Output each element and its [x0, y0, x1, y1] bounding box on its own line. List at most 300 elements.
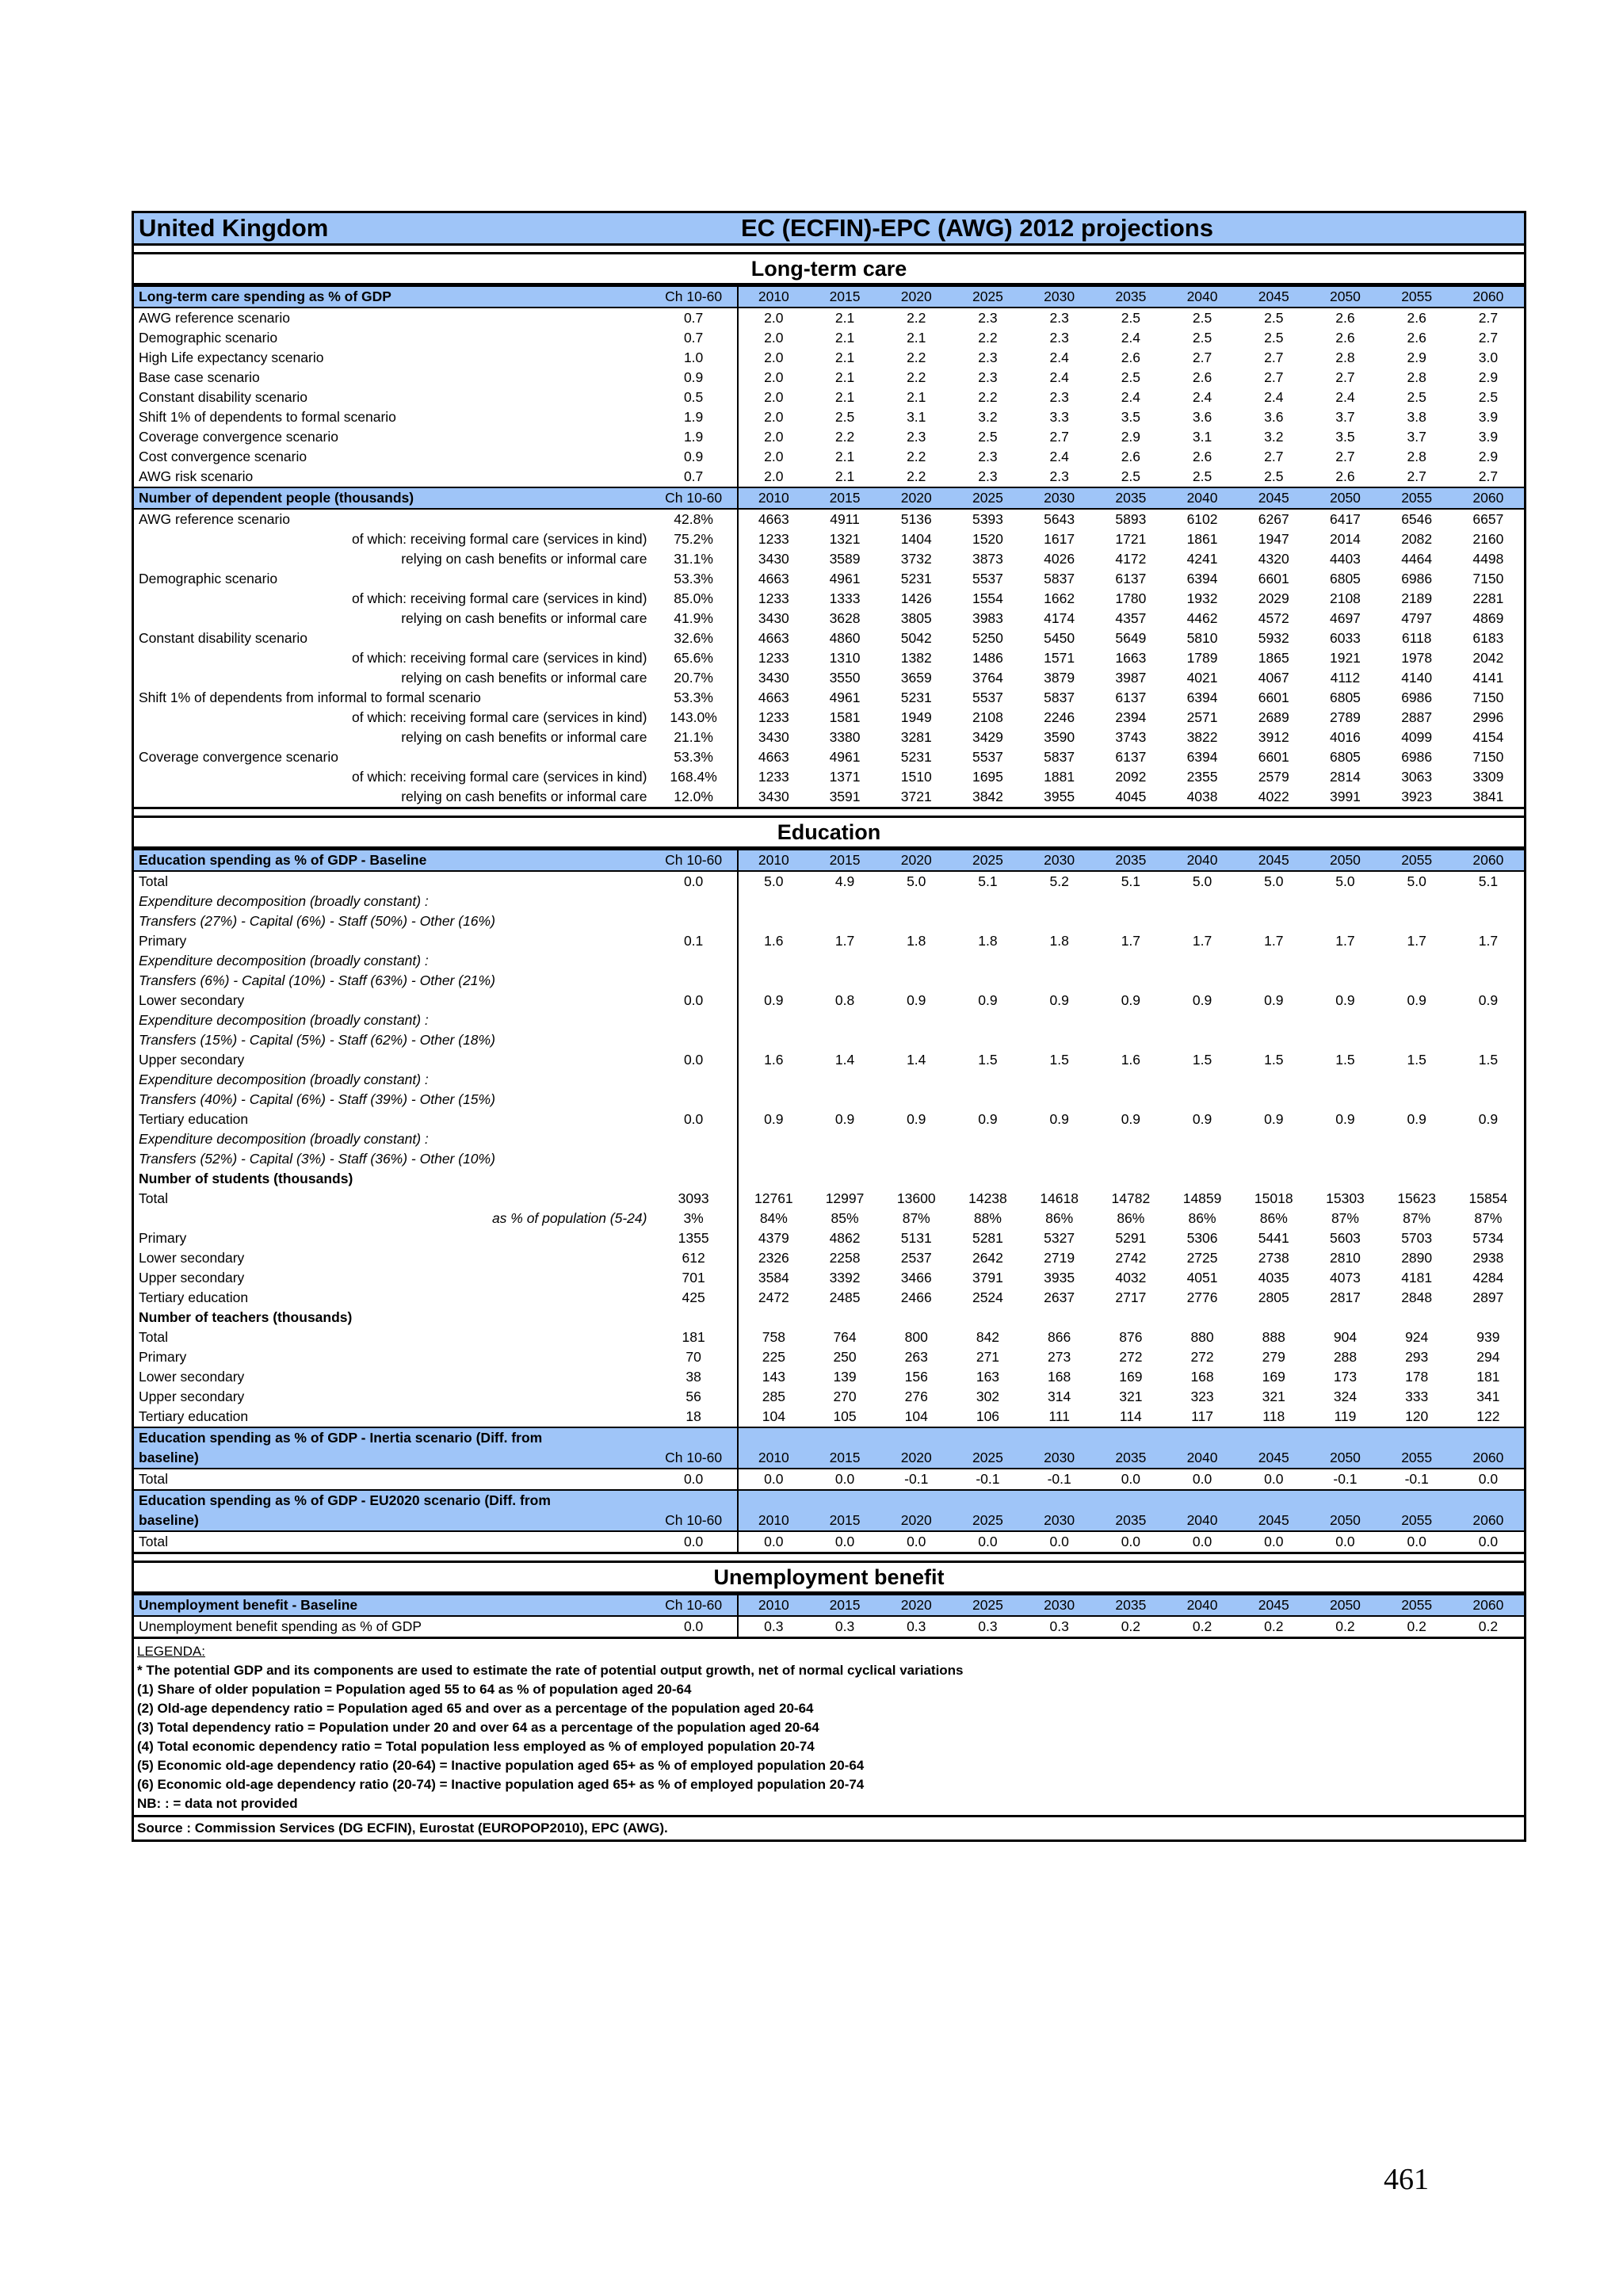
- row-change: [650, 1308, 737, 1328]
- table-row: [134, 388, 1524, 407]
- year-header: 2020: [880, 487, 952, 509]
- table-row: [134, 1469, 1524, 1490]
- header-label: Unemployment benefit - Baseline: [134, 1595, 650, 1616]
- row-change: [650, 1129, 737, 1149]
- row-value: 4174: [1044, 610, 1075, 626]
- header-change-blank: [650, 1427, 737, 1448]
- table-row: [134, 467, 1524, 487]
- row-value: 0.0: [1453, 1469, 1524, 1490]
- row-value: 6986: [1401, 749, 1433, 765]
- row-value: 0.9: [1335, 1111, 1355, 1127]
- row-label: AWG reference scenario: [139, 310, 290, 326]
- row-value: 2.3: [1049, 310, 1069, 326]
- row-value: 1949: [900, 709, 932, 725]
- year-header: 2045: [1238, 850, 1309, 871]
- year-header: 2040: [1167, 1448, 1238, 1469]
- row-value: 0.0: [1167, 1469, 1238, 1490]
- row-value: 0.3: [834, 1618, 855, 1634]
- table-row: [134, 728, 1524, 747]
- row-value: [809, 911, 880, 931]
- row-change: 0.9: [650, 368, 737, 388]
- row-value: 5231: [900, 690, 932, 705]
- row-value: 0.0: [809, 1469, 880, 1490]
- row-value: [1381, 1149, 1453, 1169]
- row-value: [1453, 1149, 1524, 1169]
- row-value: [880, 1010, 952, 1030]
- row-value: [1309, 1129, 1381, 1149]
- row-label: Expenditure decomposition (broadly constant) :: [139, 953, 429, 968]
- table-row: [134, 787, 1524, 807]
- row-value: 1310: [829, 650, 861, 666]
- table-row: [134, 1169, 1524, 1189]
- year-header-blank: [1095, 1427, 1167, 1448]
- row-label: AWG reference scenario: [139, 511, 290, 527]
- row-value: 5.2: [1049, 873, 1069, 889]
- row-value: 4961: [829, 571, 861, 586]
- row-value: 1.7: [834, 933, 855, 949]
- row-value: 104: [762, 1408, 785, 1424]
- row-change: [650, 1030, 737, 1050]
- table-row: [134, 951, 1524, 971]
- row-value: 1.5: [978, 1052, 998, 1068]
- row-value: 2472: [758, 1289, 789, 1305]
- row-value: 5932: [1258, 630, 1289, 646]
- page-number: 461: [1384, 2163, 1429, 2196]
- row-value: 15018: [1254, 1190, 1293, 1206]
- row-value: 2.7: [1478, 310, 1499, 326]
- row-change: 56: [650, 1387, 737, 1407]
- year-header: 2055: [1381, 850, 1453, 871]
- row-value: [1238, 1129, 1309, 1149]
- table-row: [134, 1387, 1524, 1407]
- row-value: 2.2: [907, 310, 926, 326]
- row-value: 4181: [1401, 1270, 1433, 1286]
- row-value: 3.9: [1478, 409, 1499, 425]
- row-label: Lower secondary: [139, 1369, 245, 1385]
- row-value: 0.3: [1049, 1618, 1069, 1634]
- row-value: 2.5: [1264, 330, 1284, 346]
- row-change: 425: [650, 1288, 737, 1308]
- row-value: 2717: [1115, 1289, 1147, 1305]
- row-value: 6546: [1401, 511, 1433, 527]
- row-value: 6601: [1258, 571, 1289, 586]
- row-value: 2485: [829, 1289, 861, 1305]
- row-value: [952, 1129, 1023, 1149]
- row-value: 0.0: [738, 1469, 809, 1490]
- header-change: Ch 10-60: [650, 1448, 737, 1469]
- table-row: [134, 1149, 1524, 1169]
- year-header: 2020: [880, 1595, 952, 1616]
- row-value: 6805: [1329, 690, 1361, 705]
- row-value: [880, 1129, 952, 1149]
- year-header: 2040: [1167, 1511, 1238, 1531]
- row-value: 294: [1476, 1349, 1500, 1365]
- row-value: [880, 1070, 952, 1090]
- year-header: 2025: [952, 1511, 1023, 1531]
- row-value: 1233: [758, 531, 789, 547]
- row-value: 3.5: [1335, 429, 1355, 445]
- row-value: 168: [1190, 1369, 1214, 1385]
- row-value: 876: [1119, 1329, 1143, 1345]
- row-value: 4241: [1186, 551, 1218, 567]
- table-row: [134, 648, 1524, 668]
- year-header: 2035: [1095, 850, 1167, 871]
- row-value: 1.5: [1478, 1052, 1499, 1068]
- country-title: United Kingdom: [139, 214, 329, 242]
- row-value: 1520: [972, 531, 1003, 547]
- row-value: [1167, 1030, 1238, 1050]
- row-label: relying on cash benefits or informal care: [401, 729, 647, 745]
- row-value: 2.1: [834, 310, 855, 326]
- row-value: [1381, 971, 1453, 991]
- row-value: 1.7: [1264, 933, 1284, 949]
- row-value: 0.0: [1121, 1534, 1141, 1549]
- row-change: 53.3%: [650, 747, 737, 767]
- row-value: 2.5: [1192, 310, 1212, 326]
- year-header: 2045: [1238, 1595, 1309, 1616]
- table-row: [134, 931, 1524, 951]
- row-value: [809, 1129, 880, 1149]
- row-value: 758: [762, 1329, 785, 1345]
- row-value: 2.7: [1192, 350, 1212, 365]
- row-value: 4140: [1401, 670, 1433, 686]
- row-value: 1.7: [1478, 933, 1499, 949]
- row-value: 2092: [1115, 769, 1147, 785]
- row-value: 324: [1333, 1389, 1358, 1404]
- row-label: Upper secondary: [139, 1389, 245, 1404]
- table-row: [134, 1050, 1524, 1070]
- row-value: 2637: [1044, 1289, 1075, 1305]
- row-value: 2897: [1472, 1289, 1504, 1305]
- row-value: 2394: [1115, 709, 1147, 725]
- row-value: 0.9: [978, 992, 998, 1008]
- row-label: relying on cash benefits or informal care: [401, 789, 647, 804]
- row-value: 2738: [1258, 1250, 1289, 1266]
- legend-line: NB: : = data not provided: [137, 1796, 298, 1811]
- row-change: 3%: [650, 1209, 737, 1228]
- row-change: 168.4%: [650, 767, 737, 787]
- row-value: 7150: [1472, 690, 1504, 705]
- row-value: 6394: [1186, 749, 1218, 765]
- row-value: 169: [1119, 1369, 1143, 1385]
- row-value: 0.9: [1121, 992, 1141, 1008]
- table-row: [134, 1070, 1524, 1090]
- row-value: [1309, 892, 1381, 911]
- row-value: 1.4: [907, 1052, 926, 1068]
- row-value: 2.1: [834, 468, 855, 484]
- row-value: 5.0: [907, 873, 926, 889]
- row-value: [952, 971, 1023, 991]
- row-label: Total: [139, 1190, 168, 1206]
- row-change: 32.6%: [650, 628, 737, 648]
- row-label: Shift 1% of dependents to formal scenario: [139, 409, 396, 425]
- row-value: 4663: [758, 690, 789, 705]
- row-value: 2.7: [1335, 369, 1355, 385]
- row-value: [1453, 1090, 1524, 1110]
- row-label: of which: receiving formal care (services in kind): [351, 590, 647, 606]
- row-value: 2.5: [1121, 369, 1141, 385]
- row-value: 6102: [1186, 511, 1218, 527]
- row-value: [952, 1149, 1023, 1169]
- row-value: 3805: [900, 610, 932, 626]
- row-value: [952, 1090, 1023, 1110]
- row-value: 2.5: [1264, 468, 1284, 484]
- year-header: 2050: [1309, 1511, 1381, 1531]
- row-label: Primary: [139, 933, 187, 949]
- row-value: 764: [833, 1329, 857, 1345]
- table-row: [134, 1367, 1524, 1387]
- row-value: 15623: [1397, 1190, 1436, 1206]
- year-header: 2020: [880, 850, 952, 871]
- row-value: 1333: [829, 590, 861, 606]
- row-value: 293: [1405, 1349, 1429, 1365]
- table-row: [134, 1189, 1524, 1209]
- row-value: 14782: [1111, 1190, 1151, 1206]
- row-value: 4067: [1258, 670, 1289, 686]
- row-label: Coverage convergence scenario: [139, 749, 338, 765]
- row-value: 1921: [1329, 650, 1361, 666]
- row-value: 1371: [829, 769, 861, 785]
- row-value: 1382: [900, 650, 932, 666]
- row-value: [952, 911, 1023, 931]
- row-value: 2.7: [1407, 468, 1426, 484]
- row-value: 4112: [1330, 670, 1361, 686]
- row-value: [1309, 1090, 1381, 1110]
- row-value: 3.3: [1049, 409, 1069, 425]
- row-value: 2776: [1186, 1289, 1218, 1305]
- row-value: [1453, 1169, 1524, 1189]
- row-change: 0.1: [650, 931, 737, 951]
- row-value: 0.2: [1192, 1618, 1212, 1634]
- row-value: 2.7: [1335, 449, 1355, 464]
- row-value: [1024, 1149, 1095, 1169]
- row-value: [1095, 1090, 1167, 1110]
- row-value: 1.7: [1335, 933, 1355, 949]
- row-value: [809, 1030, 880, 1050]
- row-value: 5393: [972, 511, 1003, 527]
- row-change: 0.0: [650, 991, 737, 1010]
- row-value: 0.0: [1335, 1534, 1355, 1549]
- row-value: [1238, 892, 1309, 911]
- row-value: 1233: [758, 769, 789, 785]
- row-label: Transfers (15%) - Capital (5%) - Staff (62%) - Other (18%): [139, 1032, 495, 1048]
- year-header: 2060: [1453, 286, 1524, 308]
- row-value: 5837: [1044, 571, 1075, 586]
- row-value: [1453, 1030, 1524, 1050]
- row-value: 0.0: [1478, 1534, 1499, 1549]
- row-value: 2.4: [1121, 330, 1141, 346]
- table-row: [134, 971, 1524, 991]
- row-change: [650, 911, 737, 931]
- row-value: 276: [904, 1389, 928, 1404]
- row-value: [809, 1149, 880, 1169]
- row-value: 0.9: [1264, 1111, 1284, 1127]
- row-value: 1978: [1401, 650, 1433, 666]
- unemployment-table: [134, 1594, 1524, 1637]
- row-label: Lower secondary: [139, 992, 245, 1008]
- row-value: [952, 951, 1023, 971]
- row-value: [809, 1070, 880, 1090]
- row-value: 2.6: [1121, 449, 1141, 464]
- row-value: [1024, 1030, 1095, 1050]
- row-label: Total: [134, 1469, 650, 1490]
- row-value: [1238, 951, 1309, 971]
- year-header: 2040: [1167, 487, 1238, 509]
- row-value: [880, 971, 952, 991]
- row-value: [1309, 911, 1381, 931]
- row-change: 42.8%: [650, 509, 737, 529]
- row-value: [1095, 1010, 1167, 1030]
- row-value: 5231: [900, 749, 932, 765]
- row-value: [1309, 1010, 1381, 1030]
- row-value: 1554: [972, 590, 1003, 606]
- row-value: 1233: [758, 590, 789, 606]
- row-label: Transfers (52%) - Capital (3%) - Staff (36%) - Other (10%): [139, 1151, 495, 1167]
- row-change: 1355: [650, 1228, 737, 1248]
- year-header: 2010: [738, 1595, 809, 1616]
- table-row: [134, 407, 1524, 427]
- row-value: 0.0: [1192, 1534, 1212, 1549]
- year-header: 2025: [952, 1595, 1023, 1616]
- year-header: 2050: [1309, 1448, 1381, 1469]
- row-change: [650, 892, 737, 911]
- row-value: [1095, 892, 1167, 911]
- year-header: 2060: [1453, 850, 1524, 871]
- row-value: [1381, 1129, 1453, 1149]
- table-row: [134, 569, 1524, 589]
- row-value: 866: [1048, 1329, 1071, 1345]
- row-value: [809, 1090, 880, 1110]
- row-value: 3.6: [1264, 409, 1284, 425]
- year-header: 2035: [1095, 1448, 1167, 1469]
- row-value: 7150: [1472, 571, 1504, 586]
- table-row: [134, 1328, 1524, 1347]
- legend-line: (6) Economic old-age dependency ratio (20-74) = Inactive population aged 65+ as % of employed population 20-74: [137, 1777, 865, 1792]
- row-value: 3063: [1401, 769, 1433, 785]
- row-value: [809, 892, 880, 911]
- row-value: 1571: [1044, 650, 1075, 666]
- row-value: 5441: [1258, 1230, 1289, 1246]
- table-row: [134, 1010, 1524, 1030]
- row-value: 2.8: [1335, 350, 1355, 365]
- row-value: 2.0: [764, 310, 784, 326]
- row-value: [1381, 1308, 1453, 1328]
- row-change: 701: [650, 1268, 737, 1288]
- row-value: 2537: [900, 1250, 932, 1266]
- row-value: 117: [1191, 1408, 1213, 1424]
- row-value: 1404: [900, 531, 932, 547]
- table-row: [134, 688, 1524, 708]
- row-value: 7150: [1472, 749, 1504, 765]
- row-label: of which: receiving formal care (services in kind): [351, 650, 647, 666]
- row-value: 0.9: [1335, 992, 1355, 1008]
- year-header: 2045: [1238, 487, 1309, 509]
- year-header: 2055: [1381, 1511, 1453, 1531]
- year-header-blank: [1453, 1490, 1524, 1511]
- row-value: 2.7: [1264, 350, 1284, 365]
- row-value: 5.1: [978, 873, 998, 889]
- row-value: 3912: [1258, 729, 1289, 745]
- row-value: 1663: [1115, 650, 1147, 666]
- row-value: 3873: [972, 551, 1003, 567]
- row-label: Upper secondary: [139, 1270, 245, 1286]
- row-value: 4961: [829, 749, 861, 765]
- row-value: [1453, 1010, 1524, 1030]
- row-value: 2789: [1329, 709, 1361, 725]
- row-value: 0.9: [1121, 1111, 1141, 1127]
- year-header: 2030: [1024, 1511, 1095, 1531]
- year-header-blank: [809, 1490, 880, 1511]
- row-value: [1453, 1129, 1524, 1149]
- row-value: 6137: [1115, 749, 1147, 765]
- row-value: 4357: [1115, 610, 1147, 626]
- row-value: 84%: [759, 1210, 788, 1226]
- row-value: 3589: [829, 551, 861, 567]
- row-change: 143.0%: [650, 708, 737, 728]
- row-value: [738, 1010, 809, 1030]
- row-value: 4379: [758, 1230, 789, 1246]
- row-value: 4284: [1472, 1270, 1504, 1286]
- row-value: 2.5: [1478, 389, 1499, 405]
- row-value: [952, 1010, 1023, 1030]
- row-value: 2848: [1401, 1289, 1433, 1305]
- row-label: Expenditure decomposition (broadly constant) :: [139, 1131, 429, 1147]
- row-value: 321: [1119, 1389, 1143, 1404]
- row-value: 3935: [1044, 1270, 1075, 1286]
- row-value: 0.9: [1192, 1111, 1212, 1127]
- row-value: 12761: [754, 1190, 793, 1206]
- row-value: [880, 1169, 952, 1189]
- row-label: Upper secondary: [139, 1052, 245, 1068]
- row-value: 5734: [1472, 1230, 1504, 1246]
- row-value: 842: [976, 1329, 1000, 1345]
- row-value: 4026: [1044, 551, 1075, 567]
- row-value: 6657: [1472, 511, 1504, 527]
- row-value: 3732: [900, 551, 932, 567]
- row-value: 0.9: [1478, 1111, 1499, 1127]
- row-change: 18: [650, 1407, 737, 1427]
- row-value: [738, 1090, 809, 1110]
- row-value: 6394: [1186, 690, 1218, 705]
- row-value: 4464: [1401, 551, 1433, 567]
- row-label: Unemployment benefit spending as % of GDP: [139, 1618, 422, 1634]
- row-value: 2.6: [1335, 310, 1355, 326]
- row-value: 4663: [758, 571, 789, 586]
- row-value: 3743: [1115, 729, 1147, 745]
- year-header: 2030: [1024, 487, 1095, 509]
- row-value: 1486: [972, 650, 1003, 666]
- row-change: 0.7: [650, 328, 737, 348]
- year-header: 2060: [1453, 487, 1524, 509]
- year-header: 2020: [880, 286, 952, 308]
- table-row: [134, 708, 1524, 728]
- row-value: 2.2: [978, 330, 998, 346]
- legend-line: * The potential GDP and its components are used to estimate the rate of potential output growth, net of normal cyclical variations: [137, 1663, 964, 1678]
- row-value: 2719: [1044, 1250, 1075, 1266]
- row-value: 168: [1048, 1369, 1071, 1385]
- header-change-blank: [650, 1490, 737, 1511]
- header-label: Number of dependent people (thousands): [134, 487, 650, 509]
- row-label: Expenditure decomposition (broadly constant) :: [139, 1012, 429, 1028]
- table-row: [134, 368, 1524, 388]
- table-row: [134, 1616, 1524, 1637]
- year-header: 2030: [1024, 1448, 1095, 1469]
- row-value: 2890: [1401, 1250, 1433, 1266]
- row-value: 5.0: [764, 873, 784, 889]
- row-value: 1881: [1044, 769, 1075, 785]
- row-value: 2042: [1472, 650, 1504, 666]
- row-label: Constant disability scenario: [139, 630, 308, 646]
